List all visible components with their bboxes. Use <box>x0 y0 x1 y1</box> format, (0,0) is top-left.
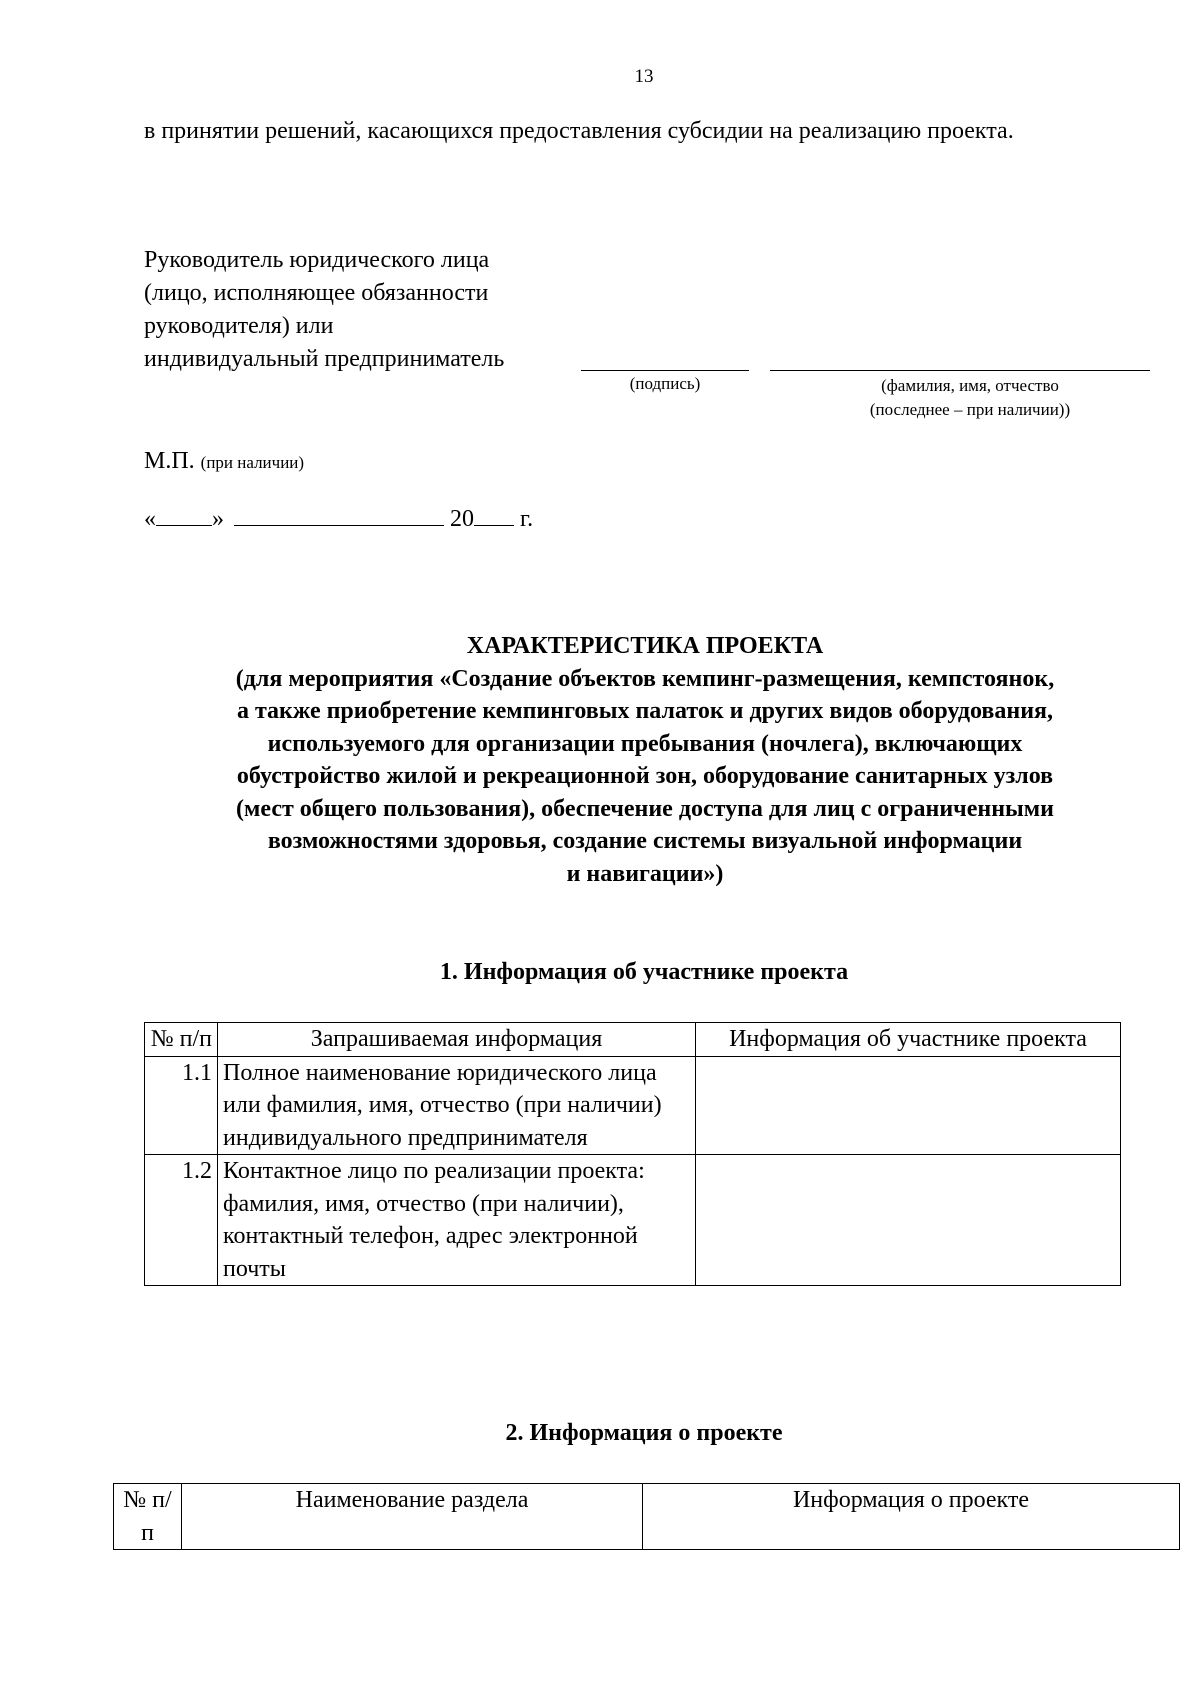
row-num: 1.2 <box>145 1155 218 1286</box>
project-info-table <box>113 1483 1180 1550</box>
row-participant-info-cell[interactable] <box>696 1056 1121 1155</box>
title-line-7: и навигации») <box>566 860 724 887</box>
header-participant-info: Информация об участнике проекта <box>696 1023 1121 1057</box>
document-title <box>140 630 1150 890</box>
row-participant-info-cell[interactable] <box>696 1155 1121 1286</box>
participant-info-table <box>144 1022 1121 1286</box>
stamp-place <box>144 448 304 475</box>
intro-paragraph: в принятии решений, касающихся предоставления субсидии на реализацию проекта. <box>144 118 1014 144</box>
date-line <box>144 503 533 533</box>
title-line-6: возможностями здоровья, создание системы визуальной информации <box>267 828 1023 854</box>
row-requested-info: Полное наименование юридического лица или фамилия, имя, отчество (при наличии) индивидуального предпринимателя <box>218 1056 696 1155</box>
header-num: № п/п <box>145 1023 218 1057</box>
title-line-1: (для мероприятия «Создание объектов кемпинг-размещения, кемпстоянок, <box>235 665 1055 692</box>
full-name-line[interactable] <box>770 370 1150 371</box>
header-section-name: Наименование раздела <box>182 1484 643 1550</box>
title-line-5: (мест общего пользования), обеспечение доступа для лиц с ограниченными <box>236 795 1054 822</box>
header-project-info: Информация о проекте <box>643 1484 1180 1550</box>
year-prefix: 20 <box>450 506 474 532</box>
title-line-3: используемого для организации пребывания (ночлега), включающих <box>267 730 1023 757</box>
full-name-caption <box>820 374 1120 422</box>
table-row <box>145 1155 1121 1286</box>
signer-line-2: (лицо, исполняющее обязанности <box>144 280 489 306</box>
title-line-4: обустройство жилой и рекреационной зон, оборудование санитарных узлов <box>236 763 1054 789</box>
header-num: № п/п <box>114 1484 182 1550</box>
page-number: 13 <box>634 66 654 87</box>
row-num: 1.1 <box>145 1056 218 1155</box>
year-blank[interactable] <box>474 503 514 526</box>
close-quote: » <box>212 506 224 532</box>
full-name-caption-line-1: (фамилия, имя, отчество <box>881 376 1059 395</box>
table-row <box>145 1056 1121 1155</box>
signature-caption: (подпись) <box>629 374 701 393</box>
signer-block <box>144 244 504 376</box>
table-header-row <box>114 1484 1180 1550</box>
signer-line-4: индивидуальный предприниматель <box>144 346 505 372</box>
section-1-heading: 1. Информация об участнике проекта <box>439 959 849 985</box>
section-2-heading: 2. Информация о проекте <box>505 1420 783 1446</box>
title-line-2: а также приобретение кемпинговых палаток и других видов оборудования, <box>236 698 1054 724</box>
header-requested-info: Запрашиваемая информация <box>218 1023 696 1057</box>
table-header-row <box>145 1023 1121 1057</box>
stamp-label: М.П. <box>144 448 195 474</box>
month-blank[interactable] <box>234 503 444 526</box>
signer-line-3: руководителя) или <box>144 313 334 339</box>
title-heading: ХАРАКТЕРИСТИКА ПРОЕКТА <box>466 633 824 659</box>
day-blank[interactable] <box>156 503 212 526</box>
year-suffix: г. <box>520 506 534 532</box>
full-name-caption-line-2: (последнее – при наличии)) <box>869 400 1071 419</box>
stamp-note: (при наличии) <box>200 453 305 472</box>
open-quote: « <box>144 506 156 532</box>
signer-line-1: Руководитель юридического лица <box>144 247 490 273</box>
signature-line[interactable] <box>581 370 749 371</box>
row-requested-info: Контактное лицо по реализации проекта: фамилия, имя, отчество (при наличии), контактный телефон, адрес электронной почты <box>218 1155 696 1286</box>
